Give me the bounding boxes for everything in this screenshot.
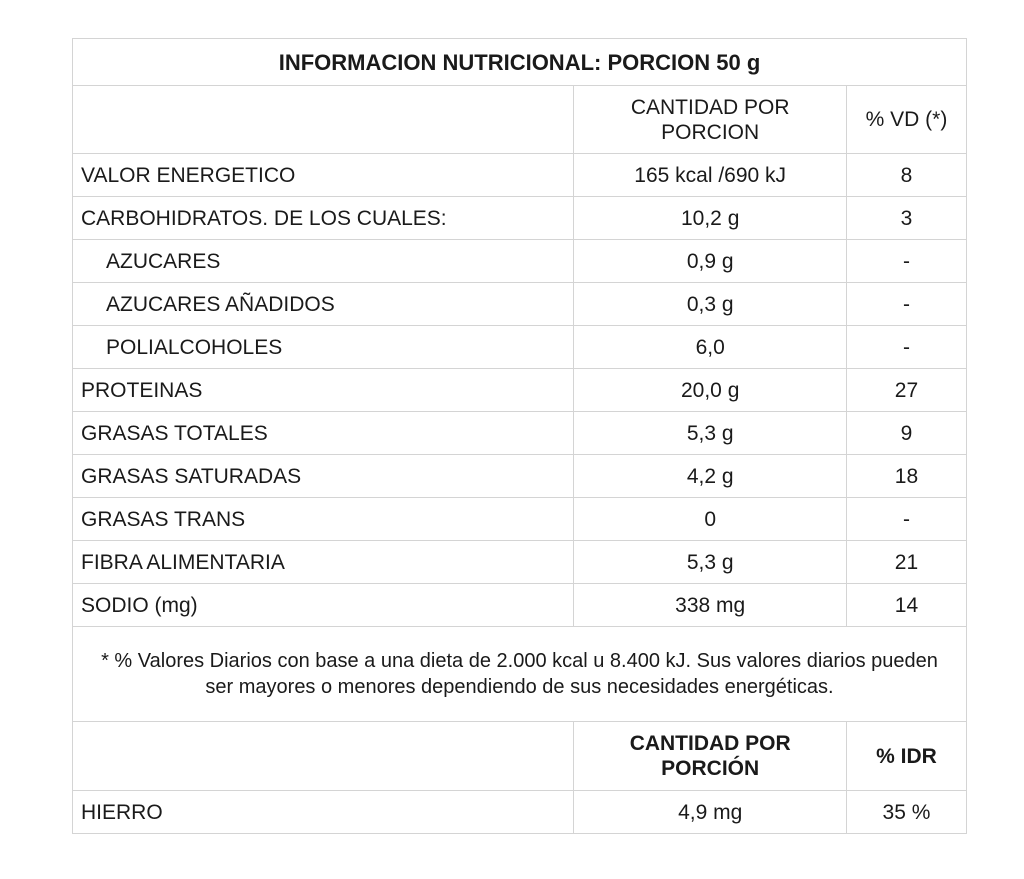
nutrient-quantity: 4,2 g <box>574 455 847 498</box>
nutrient-name: POLIALCOHOLES <box>73 326 574 369</box>
nutrient-vd: - <box>846 498 966 541</box>
nutrient-quantity: 5,3 g <box>574 541 847 584</box>
nutrient-quantity: 0,3 g <box>574 283 847 326</box>
mineral-header-row <box>73 722 967 791</box>
nutrient-name: SODIO (mg) <box>73 584 574 627</box>
nutrient-quantity: 6,0 <box>574 326 847 369</box>
nutrient-quantity: 338 mg <box>574 584 847 627</box>
table-row <box>73 154 967 197</box>
nutrient-vd: 21 <box>846 541 966 584</box>
nutrient-name: FIBRA ALIMENTARIA <box>73 541 574 584</box>
nutrient-name: AZUCARES AÑADIDOS <box>73 283 574 326</box>
mineral-idr: 35 % <box>846 791 966 834</box>
nutrient-quantity: 165 kcal /690 kJ <box>574 154 847 197</box>
table-row <box>73 369 967 412</box>
footnote-text: * % Valores Diarios con base a una dieta de 2.000 kcal u 8.400 kJ. Sus valores diarios pueden ser mayores o menores dependiendo de sus necesidades energéticas. <box>73 627 967 722</box>
table-row <box>73 541 967 584</box>
nutrient-name: VALOR ENERGETICO <box>73 154 574 197</box>
title-row <box>73 39 967 86</box>
table-row <box>73 283 967 326</box>
nutrient-name: PROTEINAS <box>73 369 574 412</box>
nutrient-vd: 14 <box>846 584 966 627</box>
table-row <box>73 498 967 541</box>
nutrient-vd: 27 <box>846 369 966 412</box>
nutrient-quantity: 20,0 g <box>574 369 847 412</box>
nutrient-name: GRASAS TOTALES <box>73 412 574 455</box>
nutrient-name: AZUCARES <box>73 240 574 283</box>
nutrient-vd: 3 <box>846 197 966 240</box>
header-empty-cell <box>73 86 574 154</box>
table-row <box>73 584 967 627</box>
mineral-quantity: 4,9 mg <box>574 791 847 834</box>
nutrient-vd: - <box>846 326 966 369</box>
header-vd: % VD (*) <box>846 86 966 154</box>
nutrient-quantity: 10,2 g <box>574 197 847 240</box>
header-idr: % IDR <box>846 722 966 791</box>
mineral-name: HIERRO <box>73 791 574 834</box>
nutrient-name: CARBOHIDRATOS. DE LOS CUALES: <box>73 197 574 240</box>
table-row <box>73 197 967 240</box>
nutrient-vd: 9 <box>846 412 966 455</box>
header-empty-cell <box>73 722 574 791</box>
nutrient-name: GRASAS TRANS <box>73 498 574 541</box>
nutrient-quantity: 5,3 g <box>574 412 847 455</box>
table-row <box>73 412 967 455</box>
header-row <box>73 86 967 154</box>
nutrient-vd: 8 <box>846 154 966 197</box>
table-row <box>73 326 967 369</box>
nutrient-quantity: 0,9 g <box>574 240 847 283</box>
header-quantity-portion: CANTIDAD POR PORCIÓN <box>574 722 847 791</box>
nutrient-vd: - <box>846 240 966 283</box>
footnote-row <box>73 627 967 722</box>
nutrition-facts-table <box>72 38 967 834</box>
table-title: INFORMACION NUTRICIONAL: PORCION 50 g <box>73 39 967 86</box>
header-quantity: CANTIDAD POR PORCION <box>574 86 847 154</box>
nutrient-vd: - <box>846 283 966 326</box>
nutrient-quantity: 0 <box>574 498 847 541</box>
table-row <box>73 791 967 834</box>
table-row <box>73 455 967 498</box>
nutrient-name: GRASAS SATURADAS <box>73 455 574 498</box>
nutrient-vd: 18 <box>846 455 966 498</box>
table-row <box>73 240 967 283</box>
